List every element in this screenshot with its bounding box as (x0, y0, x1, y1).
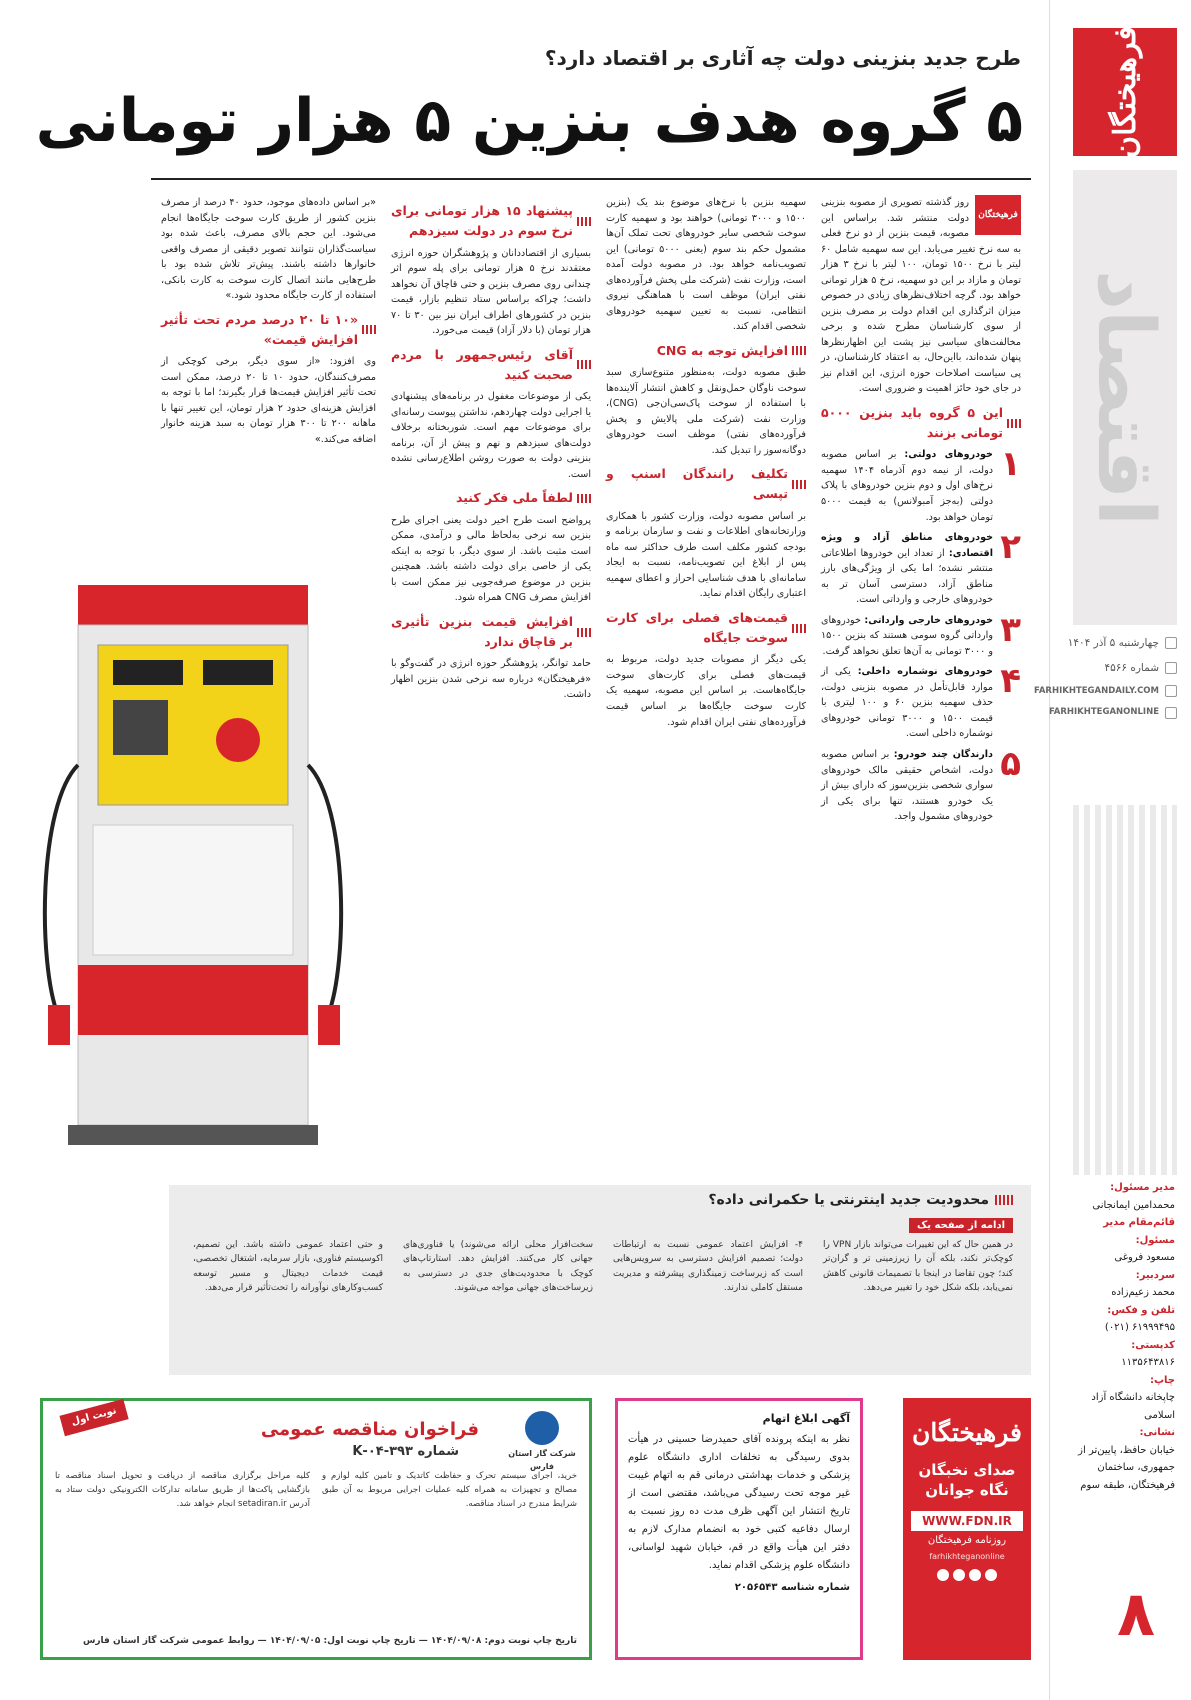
flame-icon (525, 1411, 559, 1445)
telegram-icon (969, 1569, 981, 1581)
subheading: افزایش توجه به CNG (606, 341, 806, 361)
article2-column: سخت‌افزار محلی ارائه می‌شوند) یا فناوری‌های جهانی کار می‌کنند. افزایش دهد. استارتاپ‌های کوچک با محدودیت‌های جدی در دسترسی به زیرساخت‌های جهانی مواجه می‌شوند. (403, 1240, 593, 1294)
list-item: ۱ خودروهای دولتی: بر اساس مصوبه دولت، از نیمه دوم آذرماه ۱۴۰۴ سهمیه نرخ‌های اول و دوم بنزین خودروهای با پلاک دولتی (به‌جز آمبولانس) به قیمت ۵۰۰۰ تومان خواهد بود. (821, 444, 1021, 523)
article-column-1 (821, 195, 1021, 830)
subheading: قیمت‌های فصلی برای کارت سوخت جایگاه (606, 608, 806, 649)
subheading: تکلیف رانندگان اسنپ و تپسی (606, 464, 806, 505)
calendar-icon (1165, 637, 1177, 649)
paragraph: یکی از موضوعات مغفول در برنامه‌های پیشنهادی یا اجرایی دولت چهاردهم، نداشتن پیوست رسانه‌ای برای موضوعات مهم است. شوربختانه برخلاف دولت‌های سیزدهم و نهم و پیش از آن، برنامه بنزینی دولت به صورت روشن اطلاع‌رسانی نشده است. (391, 391, 591, 480)
tender-ribbon: نوبت اول (59, 1399, 128, 1436)
article-column-3 (391, 195, 591, 707)
article2-column: ۴- افزایش اعتماد عمومی نسبت به ارتباطات دولت؛ تصمیم افزایش دسترسی به سرویس‌هایی است که زیرساخت زمینگذاری پیشرفته و مدیریت مستقل کاملی ندارند. (613, 1240, 803, 1294)
decorative-bars (1073, 805, 1177, 1195)
article2-column: در همین حال که این تغییرات می‌تواند بازار VPN را کوچک‌تر نکند، بلکه آن را زیرزمینی تر و گران‌تر کند؛ چون تقاضا در اینجا با تصمیمات قانونی کاهش نمی‌یابد، بلکه شکل خود را تغییر می‌دهد. (823, 1240, 1013, 1294)
subheading: لطفاً ملی فکر کنید (391, 488, 591, 508)
paragraph: یکی دیگر از مصوبات جدید دولت، مربوط به قیمت‌های فصلی برای کارت‌های سوخت جایگاه‌هاست. بر اساس این مصوبه، سهمیه یک کارت سوخت جایگاه‌ها بر اساس قیمت فرآورده‌های نفتی ایران اقدام شود. (606, 654, 806, 728)
headline: ۵ گروه هدف بنزین ۵ هزار تومانی (35, 86, 1023, 156)
paragraph: حامد توانگر، پژوهشگر حوزه انرژی در گفت‌وگو با «فرهیختگان» درباره سه نرخی شدن بنزین اظهار داشت. (391, 658, 591, 701)
masthead-logo[interactable]: فرهیختگان (1073, 28, 1177, 156)
social-icons (903, 1569, 1031, 1581)
issue-date: چهارشنبه ۵ آذر ۱۴۰۴ (1067, 637, 1159, 649)
fuel-pump-illustration (38, 585, 348, 1175)
issue-icon (1165, 662, 1177, 674)
list-item: ۵ دارندگان چند خودرو: بر اساس مصوبه دولت، اشخاص حقیقی مالک خودروهای سواری شخصی بنزین‌سوز که دارای بیش از یک خودرو هستند، تنها برای یکی از خودروهای مشمول واجد. (821, 743, 1021, 823)
paragraph: پرواضح است طرح اخیر دولت یعنی اجرای طرح بنزین سه نرخی به‌لحاظ مالی و درآمدی، ممکن است مثبت باشد. از سوی دیگر، با توجه به اینکه یکی از خاصی برای دولت داشته باشد. همچنین بنزین در موضوع صرفه‌جویی نیز ممکن است با افزایش مصرف CNG همراه شود. (391, 514, 591, 604)
web-icon (937, 1569, 949, 1581)
tender-ad (40, 1398, 592, 1660)
paragraph: سهمیه بنزین با نرخ‌های موضوع بند یک (بنزین ۱۵۰۰ و ۳۰۰۰ تومانی) خواهند بود و سهمیه کارت سوخت شخصی سایر خودروهای تحت تملک آن‌ها مشمول حکم بند سوم (یعنی ۵۰۰۰ تومانی) این تصویب‌نامه خواهد بود. در مصوبه دولت آمده است، وزارت نفت (شرکت ملی پخش فرآورده‌های نفتی ایران) موظف است با هماهنگی نیروی انتظامی، نسبت به تعیین سهمیه خودروهای شخصی اقدام کند. (606, 197, 807, 333)
instagram-icon (985, 1569, 997, 1581)
fdn-url[interactable]: WWW.FDN.IR (911, 1511, 1023, 1531)
tender-footer: تاریخ چاپ نوبت دوم: ۱۴۰۴/۰۹/۰۸ — تاریخ چاپ نوبت اول: ۱۴۰۴/۰۹/۰۵ — روابط عمومی شرکت گاز استان فارس (82, 1636, 577, 1647)
paragraph: طبق مصوبه دولت، به‌منظور متنوع‌سازی سبد سوخت ناوگان حمل‌ونقل و کاهش انتشار آلاینده‌ها با استفاده از سوخت پاک‌سی‌ان‌جی (CNG)، وزارت نفت (شرکت ملی پالایش و پخش فرآورده‌های نفتی) موظف است خودروهای دوگانه‌سوز را تبدیل کند. (606, 367, 806, 456)
list-item: ۳ خودروهای خارجی وارداتی: خودروهای وارداتی گروه سومی هستند که بنزین ۱۵۰۰ و ۳۰۰۰ تومانی به آن‌ها تعلق نخواهد گرفت. (821, 609, 1021, 657)
social-icon (1165, 707, 1177, 719)
paragraph: «بر اساس داده‌های موجود، حدود ۴۰ درصد از مصرف بنزین کشور از طریق کارت سوخت جایگاه‌ها انجام می‌شود. این حجم بالای مصرف، باعث شده بود سیاست‌گذاران نتوانند تصویر دقیقی از مصرف واقعی خانوارها داشته باشند. پیش‌تر تلاش شده بود با طرح‌هایی مانند اتصال کارت سوخت به کارت بانکی، استفاده از کارت جایگاه محدود شود.» (161, 197, 376, 302)
headline-rule (151, 178, 1031, 180)
issue-number: شماره ۴۵۶۶ (1104, 661, 1159, 674)
notice-ref: شماره شناسه ۲۰۵۶۵۴۳ (734, 1581, 850, 1593)
tender-title: فراخوان مناقصه عمومی (260, 1419, 479, 1440)
gas-company-logo: شرکت گاز استان فارس (507, 1411, 577, 1473)
notice-title: آگهی ابلاغ اتهام (762, 1412, 850, 1425)
right-rail (1034, 0, 1191, 1700)
legal-notice-ad (615, 1398, 863, 1660)
twitter-icon (953, 1569, 965, 1581)
globe-icon (1165, 685, 1177, 697)
subheading: پیشنهاد ۱۵ هزار تومانی برای نرخ سوم در دولت سیزدهم (391, 201, 591, 242)
section-name: اقتصاد (1073, 170, 1177, 625)
issue-meta (1034, 635, 1177, 728)
page-number: ۸ (1117, 1577, 1155, 1650)
notice-body: نظر به اینکه پرونده آقای حمیدرضا حسینی در هیأت بدوی رسیدگی به تخلفات اداری دانشگاه علوم پزشکی و خدمات بهداشتی درمانی قم به اتهام غیبت غیر موجه تحت رسیدگی می‌باشد، مقتضی است از تاریخ انتشار این آگهی ظرف مدت ده روز نسبت به ارسال دفاعیه کتبی خود به انضمام مدارک لازم به دفتر این هیأت واقع در قم، خیابان شهید لواسانی، دانشگاه علوم پزشکی اقدام نماید. (628, 1433, 850, 1571)
tender-text: کلیه مراحل برگزاری مناقصه از دریافت و تحویل اسناد مناقصه تا بازگشایی پاکت‌ها از طریق سامانه تدارکات الکترونیکی دولت ستاد به آدرس setadiran.ir انجام خواهد شد. (55, 1471, 310, 1510)
social-handle[interactable]: FARHIKHTEGANONLINE (1048, 707, 1159, 718)
subheading: آقای رئیس‌جمهور با مردم صحبت کنید (391, 345, 591, 386)
paper-badge: فرهیختگان (975, 195, 1021, 235)
article2-column: و حتی اعتماد عمومی داشته باشد. این تصمیم، اکوسیستم فناوری، بازار سرمایه، اشتغال تخصصی، قیمت خدمات دیجیتال و مسیر توسعه کسب‌وکارهای نوآورانه را تحت‌تأثیر قرار می‌دهد. (193, 1240, 383, 1294)
article-column-2 (606, 195, 806, 734)
site-link[interactable]: FARHIKHTEGANDAILY.COM (1034, 685, 1159, 696)
intro-paragraph: روز گذشته تصویری از مصوبه بنزینی دولت منتشر شد. براساس این مصوبه، قیمت بنزین از دو نرخ فعلی به سه نرخ تغییر می‌یابد. این سه سهمیه شامل ۶۰ لیتر با نرخ ۱۵۰۰ تومان، ۱۰۰ لیتر با نرخ ۳ هزار تومان و مازاد بر این دو سهمیه، نرخ ۵ هزار تومانی خواهد بود. گرچه اختلاف‌نظرهای زیادی در خصوص میزان اثرگذاری این اقدام دولت بر مصرف بنزین از سوی کارشناسان مطرح شده و برخی مخالفت‌های سیاسی نیز پشت این اظهارنظرها پنهان شده‌اند، بااین‌حال، به اعتقاد کارشناسان، در پی سیاست اصلاحات حوزه انرژی، این اقدام نیز در جای خود حائز اهمیت و ضروری است. (821, 197, 1022, 395)
article-column-4 (161, 195, 376, 451)
paragraph: وی افزود: «از سوی دیگر، برخی کوچکی از مصرف‌کنندگان، حدود ۱۰ تا ۲۰ درصد، ممکن است تحت تأثیر افزایش قیمت‌ها قرار بگیرند؛ اما با توجه به افزایش هزینه‌ای حدود ۲ هزار تومان، این تغییر تنها با ماهانه ۲۰۰ تا ۳۰۰ هزار تومان به سبد هزینه خانوار اضافه می‌کند.» (161, 356, 376, 445)
staff-box: مدیر مسئول: محمدامین ایمانجانی قائم‌مقام مدیر مسئول: مسعود فروغی سردبیر: محمد زعیم‌زاده تلفن و فکس: ۶۱۹۹۹۴۹۵ (۰۲۱) کدپستی: ۱۱۳۵۶۴۳۸۱۶ چاپ: چاپخانه دانشگاه آزاد اسلامی نشانی: خیابان حافظ، پایین‌تر از جمهوری، ساختمان فرهیختگان، طبقه سوم (1059, 1175, 1177, 1498)
paragraph: بسیاری از اقتصاددانان و پژوهشگران حوزه انرژی معتقدند نرخ ۵ هزار تومانی برای پله سوم اثر چندانی روی مصرف بنزین و حتی قاچاق آن نخواهد داشت؛ چراکه براساس ستاد تنظیم بازار، قیمت بنزین در کشورهای اطراف ایران نیز بین ۳۰ تا ۷۰ هزار تومان (با دلار آزاد) قیمت می‌خورد. (391, 247, 592, 337)
kicker: طرح جدید بنزینی دولت چه آثاری بر اقتصاد دارد؟ (544, 46, 1021, 70)
tender-number: شماره ۳۹۳-۰۴-K (352, 1444, 459, 1459)
article2-title: محدودیت جدید اینترنتی یا حکمرانی داده؟ (708, 1192, 1013, 1208)
subheading: این ۵ گروه باید بنزین ۵۰۰۰ تومانی بزنند (821, 403, 1021, 444)
list-item: ۲ خودروهای مناطق آزاد و ویژه اقتصادی: از تعداد این خودروها اطلاعاتی منتشر نشده؛ اما یکی از ویژگی‌های بارز مناطق آزاد، دسترسی آسان تر به خودروهای خارجی و وارداتی است. (821, 527, 1021, 606)
subheading: «۱۰ تا ۲۰ درصد مردم تحت تأثیر افزایش قیمت» (161, 310, 376, 351)
list-item: ۴ خودروهای نوشماره داخلی: یکی از موارد قابل‌تأمل در مصوبه بنزینی دولت، حذف سهمیه بنزین ۶۰ و ۱۰۰ لیتری با قیمت ۱۵۰۰ و ۳۰۰۰ تومانی خودروهای نوشماره داخلی است. (821, 661, 1021, 740)
farhikhtegan-ad[interactable]: فرهیختگان صدای نخبگان نگاه جوانان WWW.FDN.IR روزنامه فرهیختگان farhikhteganonline (903, 1398, 1031, 1660)
subheading: افزایش قیمت بنزین تأثیری بر قاچاق ندارد (391, 612, 591, 653)
tender-text: خرید، اجرای سیستم تحرک و حفاظت کاتدیک و تامین کلیه لوازم و مصالح و تجهیزات به همراه کلیه عملیات اجرایی مربوط به آن طبق شرایط مندرج در اسناد مناقصه. (322, 1471, 577, 1510)
paragraph: بر اساس مصوبه دولت، وزارت کشور با همکاری وزارتخانه‌های اطلاعات و نفت و سازمان برنامه و بودجه کشور مکلف است طرف حداکثر سه ماه پس از ابلاغ این تصویب‌نامه، نسبت به ایجاد سامانه‌ای با هدف شناسایی احراز و اعطای سهمیه اعتباری رایگان اقدام نماید. (606, 510, 806, 600)
continued-tag: ادامه از صفحه یک (909, 1218, 1013, 1233)
